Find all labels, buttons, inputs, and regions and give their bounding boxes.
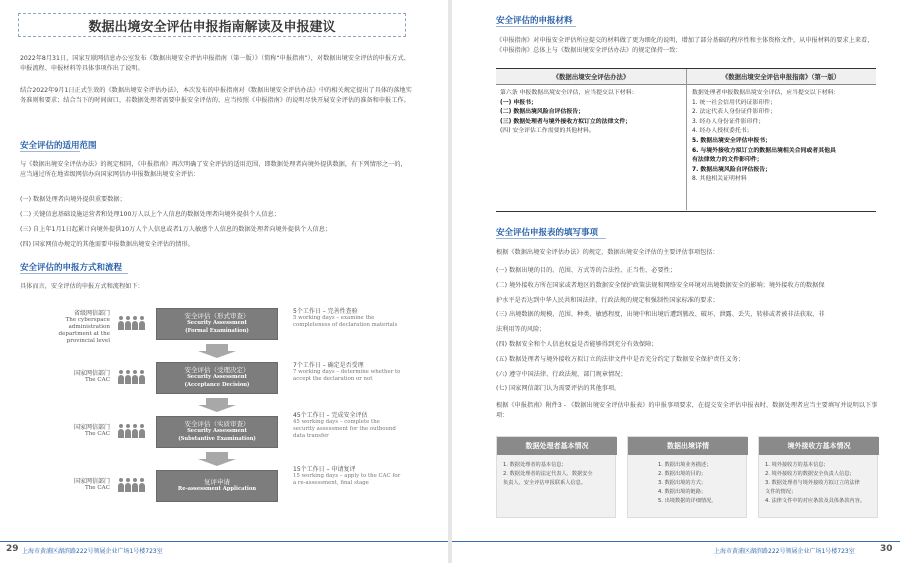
- section-heading-flow: 安全评估的申报方式和流程: [20, 263, 123, 273]
- card-line: 2. 数据出境的目的；: [658, 471, 707, 477]
- flow-org-cn: 国家网信部门: [73, 478, 110, 485]
- flow-box: [156, 416, 278, 448]
- section-heading-materials: 安全评估的申报材料: [496, 16, 573, 26]
- card-transfer-details: [627, 436, 747, 518]
- table-col2-line: 数据处理者申报数据出境安全评估，应当提交以下材料：: [692, 90, 840, 96]
- flow-box-en: Security Assessment: [187, 428, 247, 435]
- flow-step-acceptance: [0, 362, 448, 402]
- flow-box-en-sub: (Acceptance Decision): [184, 381, 250, 388]
- form-item: (四) 数据安全和个人信息权益是否能够得到充分有效保障；: [496, 340, 658, 348]
- footer-rule: [0, 541, 448, 542]
- flow-note-en: 7 working days – determine whether to accept the declaration or not: [293, 369, 401, 382]
- flow-org: [40, 478, 110, 492]
- down-arrow-icon: [196, 452, 238, 466]
- card-line: 1. 境外接收方的基本信息；: [765, 462, 829, 468]
- card-title: 数据出境详情: [628, 437, 748, 455]
- people-icon: [118, 424, 148, 440]
- flow-box-cn: 安全评估（受理决定）: [184, 365, 250, 374]
- flow-note: [293, 412, 403, 440]
- footer-address: 上海市黄浦区湖滨路222号领展企业广场1号楼723室: [22, 548, 163, 555]
- card-line: 负责人、安全评估申报联系人信息。: [503, 480, 587, 486]
- flow-note: [293, 466, 403, 487]
- flow-note-en: 45 working days – complete the security assessment for the outbound data transfer: [293, 419, 396, 439]
- card-title: 数据处理者基本情况: [497, 437, 617, 455]
- card-body: [503, 461, 613, 488]
- footer-address: 上海市黄浦区湖滨路222号领展企业广场1号楼723室: [714, 548, 855, 555]
- card-recipient-info: [758, 436, 878, 518]
- attachment-intro: 根据《申报指南》附件3 - 《数据出境安全评估申报表》的申报事项要求，在提交安全评估申报表时，数据处理者应当主要填写并说明以下事项：: [496, 402, 878, 419]
- section-underline: [20, 273, 128, 274]
- table-col1-cell: [500, 89, 637, 137]
- table-col1-line: (三) 数据处理者与境外接收方拟订立的法律文件；: [500, 118, 632, 125]
- flow-box: [156, 362, 278, 394]
- form-item-list: [496, 264, 886, 397]
- intro-paragraph-2: 结合2022年9月1日正式生效的《数据出境安全评估办法》，本次发布的申报指南对《数据出境安全评估办法》中的相关规定提出了具体的落地实务准则和要求；结合当下的时间窗口，若数据处理者需要申报安全评估的、应当按照《申报指南》的说明尽快开展安全评估的准备和申报工作。: [20, 87, 412, 104]
- title-box: [18, 13, 406, 37]
- flow-note-cn: 15个工作日 – 申请复评: [293, 466, 356, 473]
- card-processor-info: [496, 436, 616, 518]
- card-line: 3. 数据出境的方式；: [658, 480, 707, 486]
- table-col1-line: (二) 数据出境风险自评估报告；: [500, 109, 585, 116]
- materials-intro: 《申报指南》对申报安全评估所应提交的材料做了更为细化的说明，增加了部分基础的程序性和主体资格文件，从申报材料的要求上来看，《申报指南》总体上与《数据出境安全评估办法》的规定保持一致：: [496, 37, 874, 54]
- page-number: 30: [880, 544, 893, 554]
- card-line: 4. 数据出境的链路；: [658, 489, 707, 495]
- table-col2-line: 有法律效力的文件影印件；: [692, 157, 763, 164]
- scope-intro: 与《数据出境安全评估办法》的规定相同，《申报指南》再次明确了安全评估的适用范围，即数据处理者向境外提供数据，有下列情形之一的，应当通过所在地省级网信办向国家网信办申报数据出境安全评估：: [20, 161, 407, 178]
- flow-box: [156, 470, 278, 502]
- footer-rule: [452, 541, 900, 542]
- card-line: 2. 境外接收方的数据安全负责人信息；: [765, 471, 855, 477]
- people-icon: [118, 316, 148, 332]
- page-number: 29: [6, 544, 19, 554]
- form-intro: 根据《数据出境安全评估办法》的规定，数据出境安全评估的主要评估事项包括：: [496, 249, 719, 256]
- form-item: (六) 遵守中国法律、行政法规、部门规章情况；: [496, 370, 627, 378]
- table-col2-line: 7. 数据出境风险自评估报告；: [692, 166, 772, 173]
- flow-box-en: Security Assessment: [187, 320, 247, 327]
- flow-org-cn: 省级网信部门: [73, 310, 110, 317]
- table-col2-line: 2. 法定代表人身份证件影印件；: [692, 109, 777, 116]
- page-title: 数据出境安全评估申报指南解读及申报建议: [88, 19, 336, 35]
- section-underline: [20, 151, 80, 152]
- card-line: 2. 数据处理者的法定代表人、数据安全: [503, 471, 593, 477]
- people-icon: [118, 478, 148, 494]
- flow-step-reassessment: [0, 466, 448, 510]
- flow-org: [40, 424, 110, 438]
- form-item: 护水平是否达到中华人民共和国法律、行政法规的规定和强制性国家标准的要求；: [496, 296, 719, 304]
- flow-org-cn: 国家网信部门: [73, 370, 110, 377]
- table-col2-line: 4. 经办人授权委托书；: [692, 128, 753, 135]
- flow-step-substantive: [0, 412, 448, 456]
- flow-note: [293, 362, 403, 383]
- form-item: 法利用等的风险；: [496, 326, 546, 334]
- down-arrow-icon: [196, 344, 238, 358]
- table-header-col2: 《数据出境安全评估申报指南》（第一版）: [686, 69, 876, 85]
- form-summary-cards: [496, 436, 882, 518]
- flow-box-en: Security Assessment: [187, 374, 247, 381]
- flow-note-en: 15 working days – apply to the CAC for a re-assessment, final stage: [293, 473, 401, 486]
- flow-box-cn: 复评申请: [204, 477, 230, 486]
- table-col1-line: (一) 申报书；: [500, 99, 537, 106]
- down-arrow-icon: [196, 398, 238, 412]
- card-line: 1. 数据出境业务描述；: [658, 462, 712, 468]
- flow-box-en: Re-assessment Application: [177, 486, 257, 492]
- section-heading-form: 安全评估申报表的填写事项: [496, 228, 599, 238]
- table-col1-line: 第六条 申报数据出境安全评估，应当提交以下材料：: [500, 90, 638, 96]
- flow-box-en-sub: (Substantive Examination): [178, 435, 256, 442]
- flow-box: [156, 308, 278, 340]
- table-column-divider: [686, 69, 687, 210]
- card-title: 境外接收方基本情况: [759, 437, 879, 455]
- flow-org-en: The CAC: [84, 485, 110, 491]
- flow-intro: 具体而言，安全评估的申报方式和流程如下：: [20, 283, 144, 290]
- flow-org: [40, 370, 110, 384]
- flow-note-en: 5 working days – examine the completeness of declaration materials: [293, 315, 398, 328]
- form-item: (一) 数据出境的目的、范围、方式等的合法性、正当性、必要性；: [496, 267, 677, 274]
- flow-note: [293, 308, 403, 329]
- section-underline: [496, 238, 606, 239]
- form-item: (三) 出境数据的规模、范围、种类、敏感程度，出境中和出境后遭到篡改、破坏、泄露、丢失、转移或者被非法获取、非: [496, 311, 825, 319]
- table-col1-line: (四) 安全评估工作需要的其他材料。: [500, 128, 595, 135]
- flow-org-en: The cyberspace administration department at the provincial level: [58, 317, 110, 344]
- card-body: [765, 461, 875, 506]
- table-col2-line: 3. 经办人身份证件影印件；: [692, 118, 765, 125]
- flow-note-cn: 7个工作日 – 确定是否受理: [293, 362, 364, 369]
- section-heading-scope: 安全评估的适用范围: [20, 141, 97, 151]
- scope-item-3: (三) 自上年1月1日起累计向境外提供10万人个人信息或者1万人敏感个人信息的数据处理者向境外提供个人信息；: [20, 226, 332, 233]
- form-item: (二) 境外接收方所在国家或者地区的数据安全保护政策法规和网络安全环境对出境数据安全的影响；境外接收方的数据保: [496, 281, 825, 289]
- section-underline: [496, 26, 576, 27]
- flow-org: [40, 310, 110, 345]
- flow-org-cn: 国家网信部门: [73, 424, 110, 431]
- flow-note-cn: 45个工作日 – 完成安全评估: [293, 412, 368, 419]
- table-header-col1: 《数据出境安全评估办法》: [496, 69, 686, 85]
- flow-step-formal: [0, 308, 448, 348]
- flow-box-en-sub: (Formal Examination): [185, 327, 249, 334]
- scope-item-1: (一) 数据处理者向境外提供重要数据；: [20, 196, 126, 203]
- table-col2-cell: [692, 89, 839, 185]
- right-page: [452, 0, 900, 563]
- card-line: 1. 数据处理者的基本信息；: [503, 462, 567, 468]
- table-col2-line: 8. 其他相关证明材料: [692, 176, 747, 183]
- people-icon: [118, 370, 148, 386]
- card-line: 3. 数据处理者与境外接收方拟订立的法律: [765, 480, 860, 486]
- left-page: [0, 0, 448, 563]
- flow-org-en: The CAC: [84, 431, 110, 437]
- flow-org-en: The CAC: [84, 377, 110, 383]
- table-col2-line: 5. 数据出境安全评估申报书；: [692, 137, 772, 144]
- scope-item-2: (二) 关键信息基础设施运营者和处理100万人以上个人信息的数据处理者向境外提供个人信息；: [20, 211, 280, 218]
- materials-comparison-table: [496, 68, 876, 212]
- flow-note-cn: 5个工作日 – 完善性查验: [293, 308, 358, 315]
- card-line: 文件的情况；: [765, 489, 797, 495]
- table-col2-line: 6. 与境外接收方拟订立的数据出境相关合同或者其他具: [692, 147, 836, 154]
- form-item: (五) 数据处理者与境外接收方拟订立的法律文件中是否充分约定了数据安全保护责任义务；: [496, 355, 745, 363]
- table-col2-line: 1. 统一社会信用代码证影印件；: [692, 99, 777, 106]
- card-line: 4. 法律文件中的对应条款及具体条款内容。: [765, 498, 865, 504]
- flow-box-cn: 安全评估（形式审查）: [184, 311, 250, 320]
- form-item: (七) 国家网信部门认为需要评估的其他事项。: [496, 385, 621, 393]
- intro-paragraph-1: 2022年8月31日，国家互联网信息办公室发布《数据出境安全评估申报指南（第一版）》（简称“申报指南”），对数据出境安全评估的申报方式、申报流程、申报材料等具体事项作出了说明。: [20, 55, 410, 72]
- scope-item-4: (四) 国家网信办规定的其他需要申报数据出境安全评估的情形。: [20, 241, 194, 248]
- card-body: [658, 461, 768, 506]
- flow-box-cn: 安全评估（实质审查）: [184, 419, 250, 428]
- card-line: 5. 出境数据的详细情况。: [658, 498, 717, 504]
